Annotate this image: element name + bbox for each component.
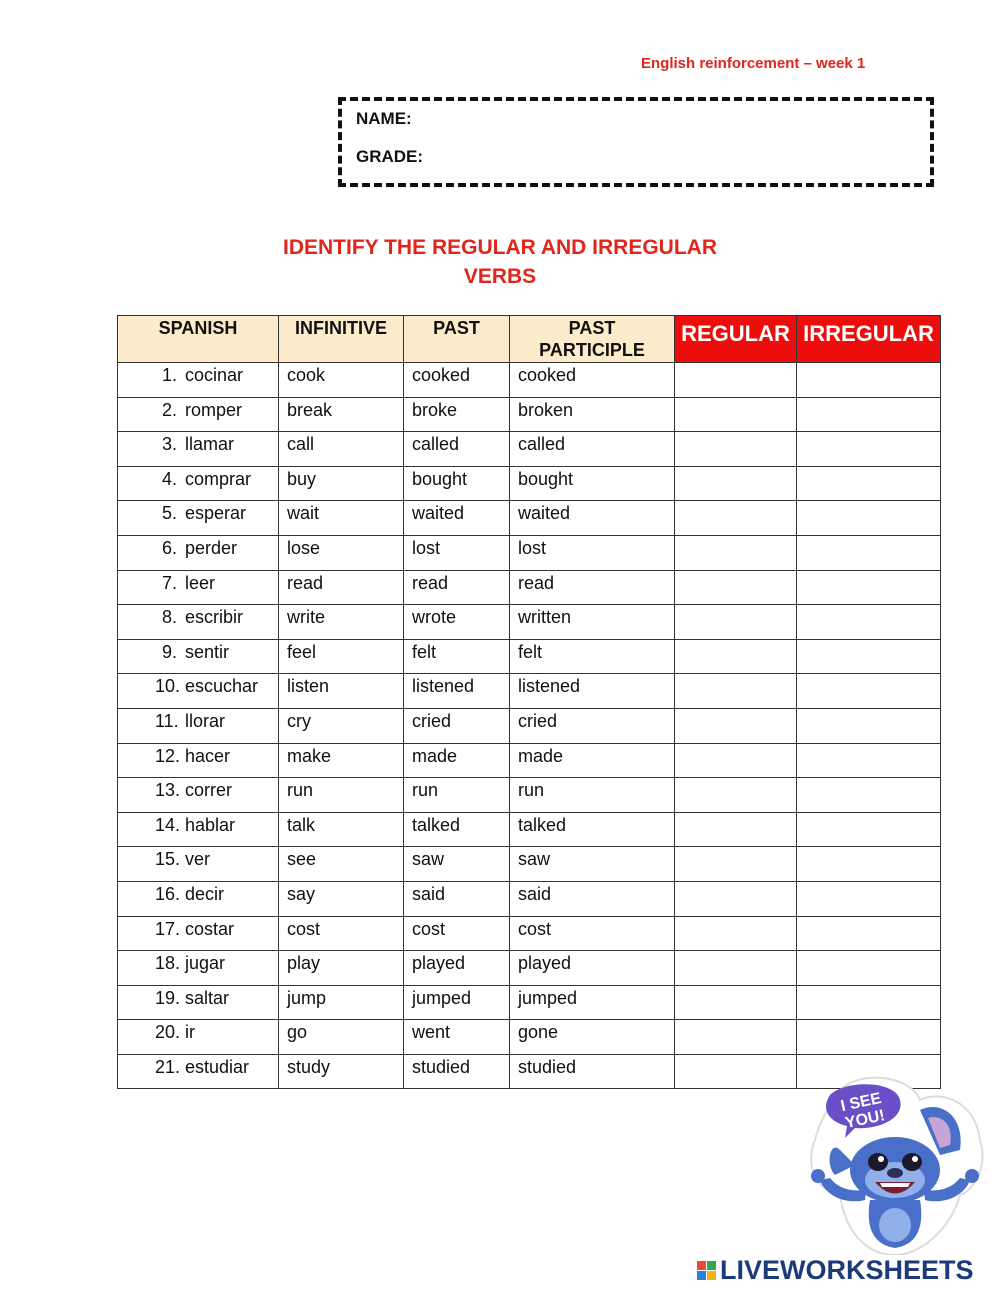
stitch-sticker-image: [800, 1070, 990, 1255]
grade-label: GRADE:: [356, 147, 424, 166]
cell-irregular-answer[interactable]: [797, 363, 941, 398]
logo-text: LIVEWORKSHEETS: [720, 1254, 974, 1285]
cell-past-participle: felt: [510, 639, 675, 674]
spanish-verb: ir: [185, 1022, 195, 1043]
cell-past: cost: [404, 916, 510, 951]
table-row: [118, 501, 941, 536]
cell-past: called: [404, 432, 510, 467]
row-number: 6.: [161, 537, 177, 558]
row-number: 12.: [155, 745, 181, 766]
cell-spanish: [118, 708, 279, 743]
cell-irregular-answer[interactable]: [797, 466, 941, 501]
cell-irregular-answer[interactable]: [797, 916, 941, 951]
cell-regular-answer[interactable]: [675, 708, 797, 743]
cell-regular-answer[interactable]: [675, 1054, 797, 1089]
spanish-verb: saltar: [185, 987, 230, 1008]
cell-infinitive: read: [279, 570, 404, 605]
cell-regular-answer[interactable]: [675, 916, 797, 951]
cell-infinitive: write: [279, 605, 404, 640]
spanish-verb: sentir: [185, 641, 230, 662]
row-number: 18.: [155, 953, 181, 974]
spanish-verb: correr: [185, 780, 233, 801]
cell-spanish: [118, 605, 279, 640]
cell-spanish: [118, 812, 279, 847]
cell-infinitive: cook: [279, 363, 404, 398]
table-row: [118, 674, 941, 709]
cell-irregular-answer[interactable]: [797, 605, 941, 640]
cell-past-participle: gone: [510, 1020, 675, 1055]
table-row: [118, 881, 941, 916]
table-row: [118, 743, 941, 778]
cell-spanish: [118, 1054, 279, 1089]
cell-irregular-answer[interactable]: [797, 778, 941, 813]
header-past-participle-line2: PARTICIPLE: [539, 340, 645, 360]
row-number: 11.: [155, 710, 179, 731]
cell-irregular-answer[interactable]: [797, 812, 941, 847]
cell-spanish: [118, 985, 279, 1020]
cell-irregular-answer[interactable]: [797, 1020, 941, 1055]
cell-past-participle: said: [510, 881, 675, 916]
cell-past-participle: called: [510, 432, 675, 467]
cell-spanish: [118, 432, 279, 467]
row-number: 14.: [155, 814, 181, 835]
cell-infinitive: call: [279, 432, 404, 467]
cell-infinitive: make: [279, 743, 404, 778]
sticker-text-line1: I SEE: [839, 1090, 883, 1116]
row-number: 5.: [161, 503, 177, 524]
title-line-2: VERBS: [463, 265, 537, 288]
cell-irregular-answer[interactable]: [797, 674, 941, 709]
table-row: [118, 397, 941, 432]
table-row: [118, 570, 941, 605]
cell-past: made: [404, 743, 510, 778]
worksheet-title: [200, 233, 800, 291]
cell-regular-answer[interactable]: [675, 812, 797, 847]
cell-irregular-answer[interactable]: [797, 708, 941, 743]
table-row: [118, 916, 941, 951]
cell-spanish: [118, 639, 279, 674]
spanish-verb: llorar: [185, 710, 226, 731]
cell-regular-answer[interactable]: [675, 535, 797, 570]
cell-irregular-answer[interactable]: [797, 570, 941, 605]
cell-past: felt: [404, 639, 510, 674]
cell-spanish: [118, 535, 279, 570]
cell-regular-answer[interactable]: [675, 674, 797, 709]
cell-regular-answer[interactable]: [675, 847, 797, 882]
spanish-verb: perder: [185, 537, 238, 558]
cell-irregular-answer[interactable]: [797, 535, 941, 570]
table-row: [118, 778, 941, 813]
cell-infinitive: buy: [279, 466, 404, 501]
cell-past: studied: [404, 1054, 510, 1089]
spanish-verb: estudiar: [185, 1056, 250, 1077]
cell-past: lost: [404, 535, 510, 570]
cell-past-participle: bought: [510, 466, 675, 501]
cell-spanish: [118, 951, 279, 986]
table-row: [118, 1020, 941, 1055]
cell-past-participle: run: [510, 778, 675, 813]
cell-infinitive: listen: [279, 674, 404, 709]
cell-irregular-answer[interactable]: [797, 432, 941, 467]
cell-irregular-answer[interactable]: [797, 985, 941, 1020]
cell-irregular-answer[interactable]: [797, 501, 941, 536]
cell-regular-answer[interactable]: [675, 605, 797, 640]
spanish-verb: costar: [185, 918, 235, 939]
cell-regular-answer[interactable]: [675, 951, 797, 986]
cell-past-participle: made: [510, 743, 675, 778]
spanish-verb: romper: [185, 399, 243, 420]
cell-spanish: [118, 466, 279, 501]
cell-regular-answer[interactable]: [675, 778, 797, 813]
table-row: [118, 605, 941, 640]
cell-past: wrote: [404, 605, 510, 640]
cell-regular-answer[interactable]: [675, 570, 797, 605]
spanish-verb: esperar: [185, 503, 247, 524]
row-number: 1.: [161, 365, 177, 385]
cell-spanish: [118, 916, 279, 951]
cell-infinitive: jump: [279, 985, 404, 1020]
table-row: [118, 708, 941, 743]
cell-regular-answer[interactable]: [675, 985, 797, 1020]
cell-past-participle: lost: [510, 535, 675, 570]
cell-infinitive: wait: [279, 501, 404, 536]
table-header-row: [118, 316, 941, 363]
verbs-table-body: [118, 363, 941, 1089]
row-number: 3.: [161, 434, 177, 455]
cell-infinitive: feel: [279, 639, 404, 674]
cell-past-participle: cooked: [510, 363, 675, 398]
cell-past-participle: written: [510, 605, 675, 640]
cell-regular-answer[interactable]: [675, 881, 797, 916]
cell-past: saw: [404, 847, 510, 882]
table-row: [118, 639, 941, 674]
cell-infinitive: cry: [279, 708, 404, 743]
table-row: [118, 466, 941, 501]
row-number: 2.: [161, 399, 177, 420]
row-number: 7.: [161, 572, 177, 593]
cell-regular-answer[interactable]: [675, 743, 797, 778]
cell-past-participle: saw: [510, 847, 675, 882]
cell-past-participle: played: [510, 951, 675, 986]
cell-past-participle: listened: [510, 674, 675, 709]
row-number: 8.: [161, 607, 177, 628]
cell-regular-answer[interactable]: [675, 501, 797, 536]
row-number: 16.: [155, 883, 181, 904]
cell-past: run: [404, 778, 510, 813]
cell-irregular-answer[interactable]: [797, 639, 941, 674]
cell-past: waited: [404, 501, 510, 536]
cell-regular-answer[interactable]: [675, 466, 797, 501]
spanish-verb: comprar: [185, 468, 252, 489]
cell-past-participle: read: [510, 570, 675, 605]
cell-past: read: [404, 570, 510, 605]
cell-infinitive: run: [279, 778, 404, 813]
row-number: 9.: [161, 641, 177, 662]
header-past: PAST: [404, 316, 510, 363]
cell-spanish: [118, 847, 279, 882]
row-number: 20.: [155, 1022, 181, 1043]
header-irregular: IRREGULAR: [797, 316, 941, 363]
cell-irregular-answer[interactable]: [797, 743, 941, 778]
cell-spanish: [118, 881, 279, 916]
sticker-text-line2: YOU!: [843, 1107, 887, 1133]
cell-irregular-answer[interactable]: [797, 881, 941, 916]
cell-past-participle: jumped: [510, 985, 675, 1020]
spanish-verb: escribir: [185, 607, 244, 628]
cell-spanish: [118, 1020, 279, 1055]
spanish-verb: escuchar: [185, 676, 259, 697]
cell-infinitive: break: [279, 397, 404, 432]
cell-infinitive: study: [279, 1054, 404, 1089]
cell-infinitive: see: [279, 847, 404, 882]
cell-past: broke: [404, 397, 510, 432]
cell-infinitive: go: [279, 1020, 404, 1055]
table-row: [118, 985, 941, 1020]
row-number: 15.: [155, 849, 181, 870]
cell-spanish: [118, 397, 279, 432]
table-row: [118, 951, 941, 986]
cell-spanish: [118, 570, 279, 605]
cell-regular-answer[interactable]: [675, 432, 797, 467]
cell-past: jumped: [404, 985, 510, 1020]
cell-irregular-answer[interactable]: [797, 847, 941, 882]
header-past-participle-line1: PAST: [568, 318, 616, 338]
cell-irregular-answer[interactable]: [797, 397, 941, 432]
spanish-verb: ver: [185, 849, 211, 870]
cell-past-participle: waited: [510, 501, 675, 536]
cell-spanish: [118, 743, 279, 778]
cell-regular-answer[interactable]: [675, 1020, 797, 1055]
cell-spanish: [118, 778, 279, 813]
cell-infinitive: cost: [279, 916, 404, 951]
row-number: 19.: [155, 987, 181, 1008]
row-number: 17.: [155, 918, 181, 939]
table-row: [118, 363, 941, 398]
header-spanish: SPANISH: [118, 316, 279, 363]
cell-infinitive: lose: [279, 535, 404, 570]
row-number: 4.: [161, 468, 177, 489]
cell-infinitive: play: [279, 951, 404, 986]
logo-blocks-icon: [697, 1261, 716, 1280]
cell-past-participle: studied: [510, 1054, 675, 1089]
table-row: [118, 535, 941, 570]
row-number: 13.: [155, 780, 181, 801]
cell-past-participle: cried: [510, 708, 675, 743]
cell-spanish: [118, 363, 279, 398]
spanish-verb: hacer: [185, 745, 231, 766]
week-label: English reinforcement – week 1: [641, 55, 866, 72]
verbs-table: [117, 315, 941, 1089]
cell-past: bought: [404, 466, 510, 501]
cell-past: talked: [404, 812, 510, 847]
name-label: NAME:: [356, 109, 412, 128]
spanish-verb: decir: [185, 883, 225, 904]
cell-infinitive: talk: [279, 812, 404, 847]
cell-regular-answer[interactable]: [675, 363, 797, 398]
cell-spanish: [118, 501, 279, 536]
cell-irregular-answer[interactable]: [797, 951, 941, 986]
table-row: [118, 847, 941, 882]
cell-past: played: [404, 951, 510, 986]
header-past-participle: [510, 316, 675, 363]
spanish-verb: cocinar: [185, 365, 244, 385]
spanish-verb: llamar: [185, 434, 235, 455]
name-grade-box: [338, 97, 934, 187]
row-number: 21.: [155, 1056, 181, 1077]
cell-regular-answer[interactable]: [675, 397, 797, 432]
title-line-1: IDENTIFY THE REGULAR AND IRREGULAR: [282, 236, 717, 259]
header-infinitive: INFINITIVE: [279, 316, 404, 363]
liveworksheets-logo: [697, 1255, 974, 1285]
cell-past: listened: [404, 674, 510, 709]
table-row: [118, 432, 941, 467]
row-number: 10.: [155, 676, 181, 697]
cell-past: cried: [404, 708, 510, 743]
spanish-verb: leer: [185, 572, 216, 593]
cell-spanish: [118, 674, 279, 709]
cell-past-participle: talked: [510, 812, 675, 847]
cell-infinitive: say: [279, 881, 404, 916]
cell-past: cooked: [404, 363, 510, 398]
cell-past-participle: cost: [510, 916, 675, 951]
cell-past: said: [404, 881, 510, 916]
spanish-verb: hablar: [185, 814, 236, 835]
spanish-verb: jugar: [185, 953, 226, 974]
header-regular: REGULAR: [675, 316, 797, 363]
cell-past: went: [404, 1020, 510, 1055]
cell-regular-answer[interactable]: [675, 639, 797, 674]
cell-past-participle: broken: [510, 397, 675, 432]
table-row: [118, 812, 941, 847]
